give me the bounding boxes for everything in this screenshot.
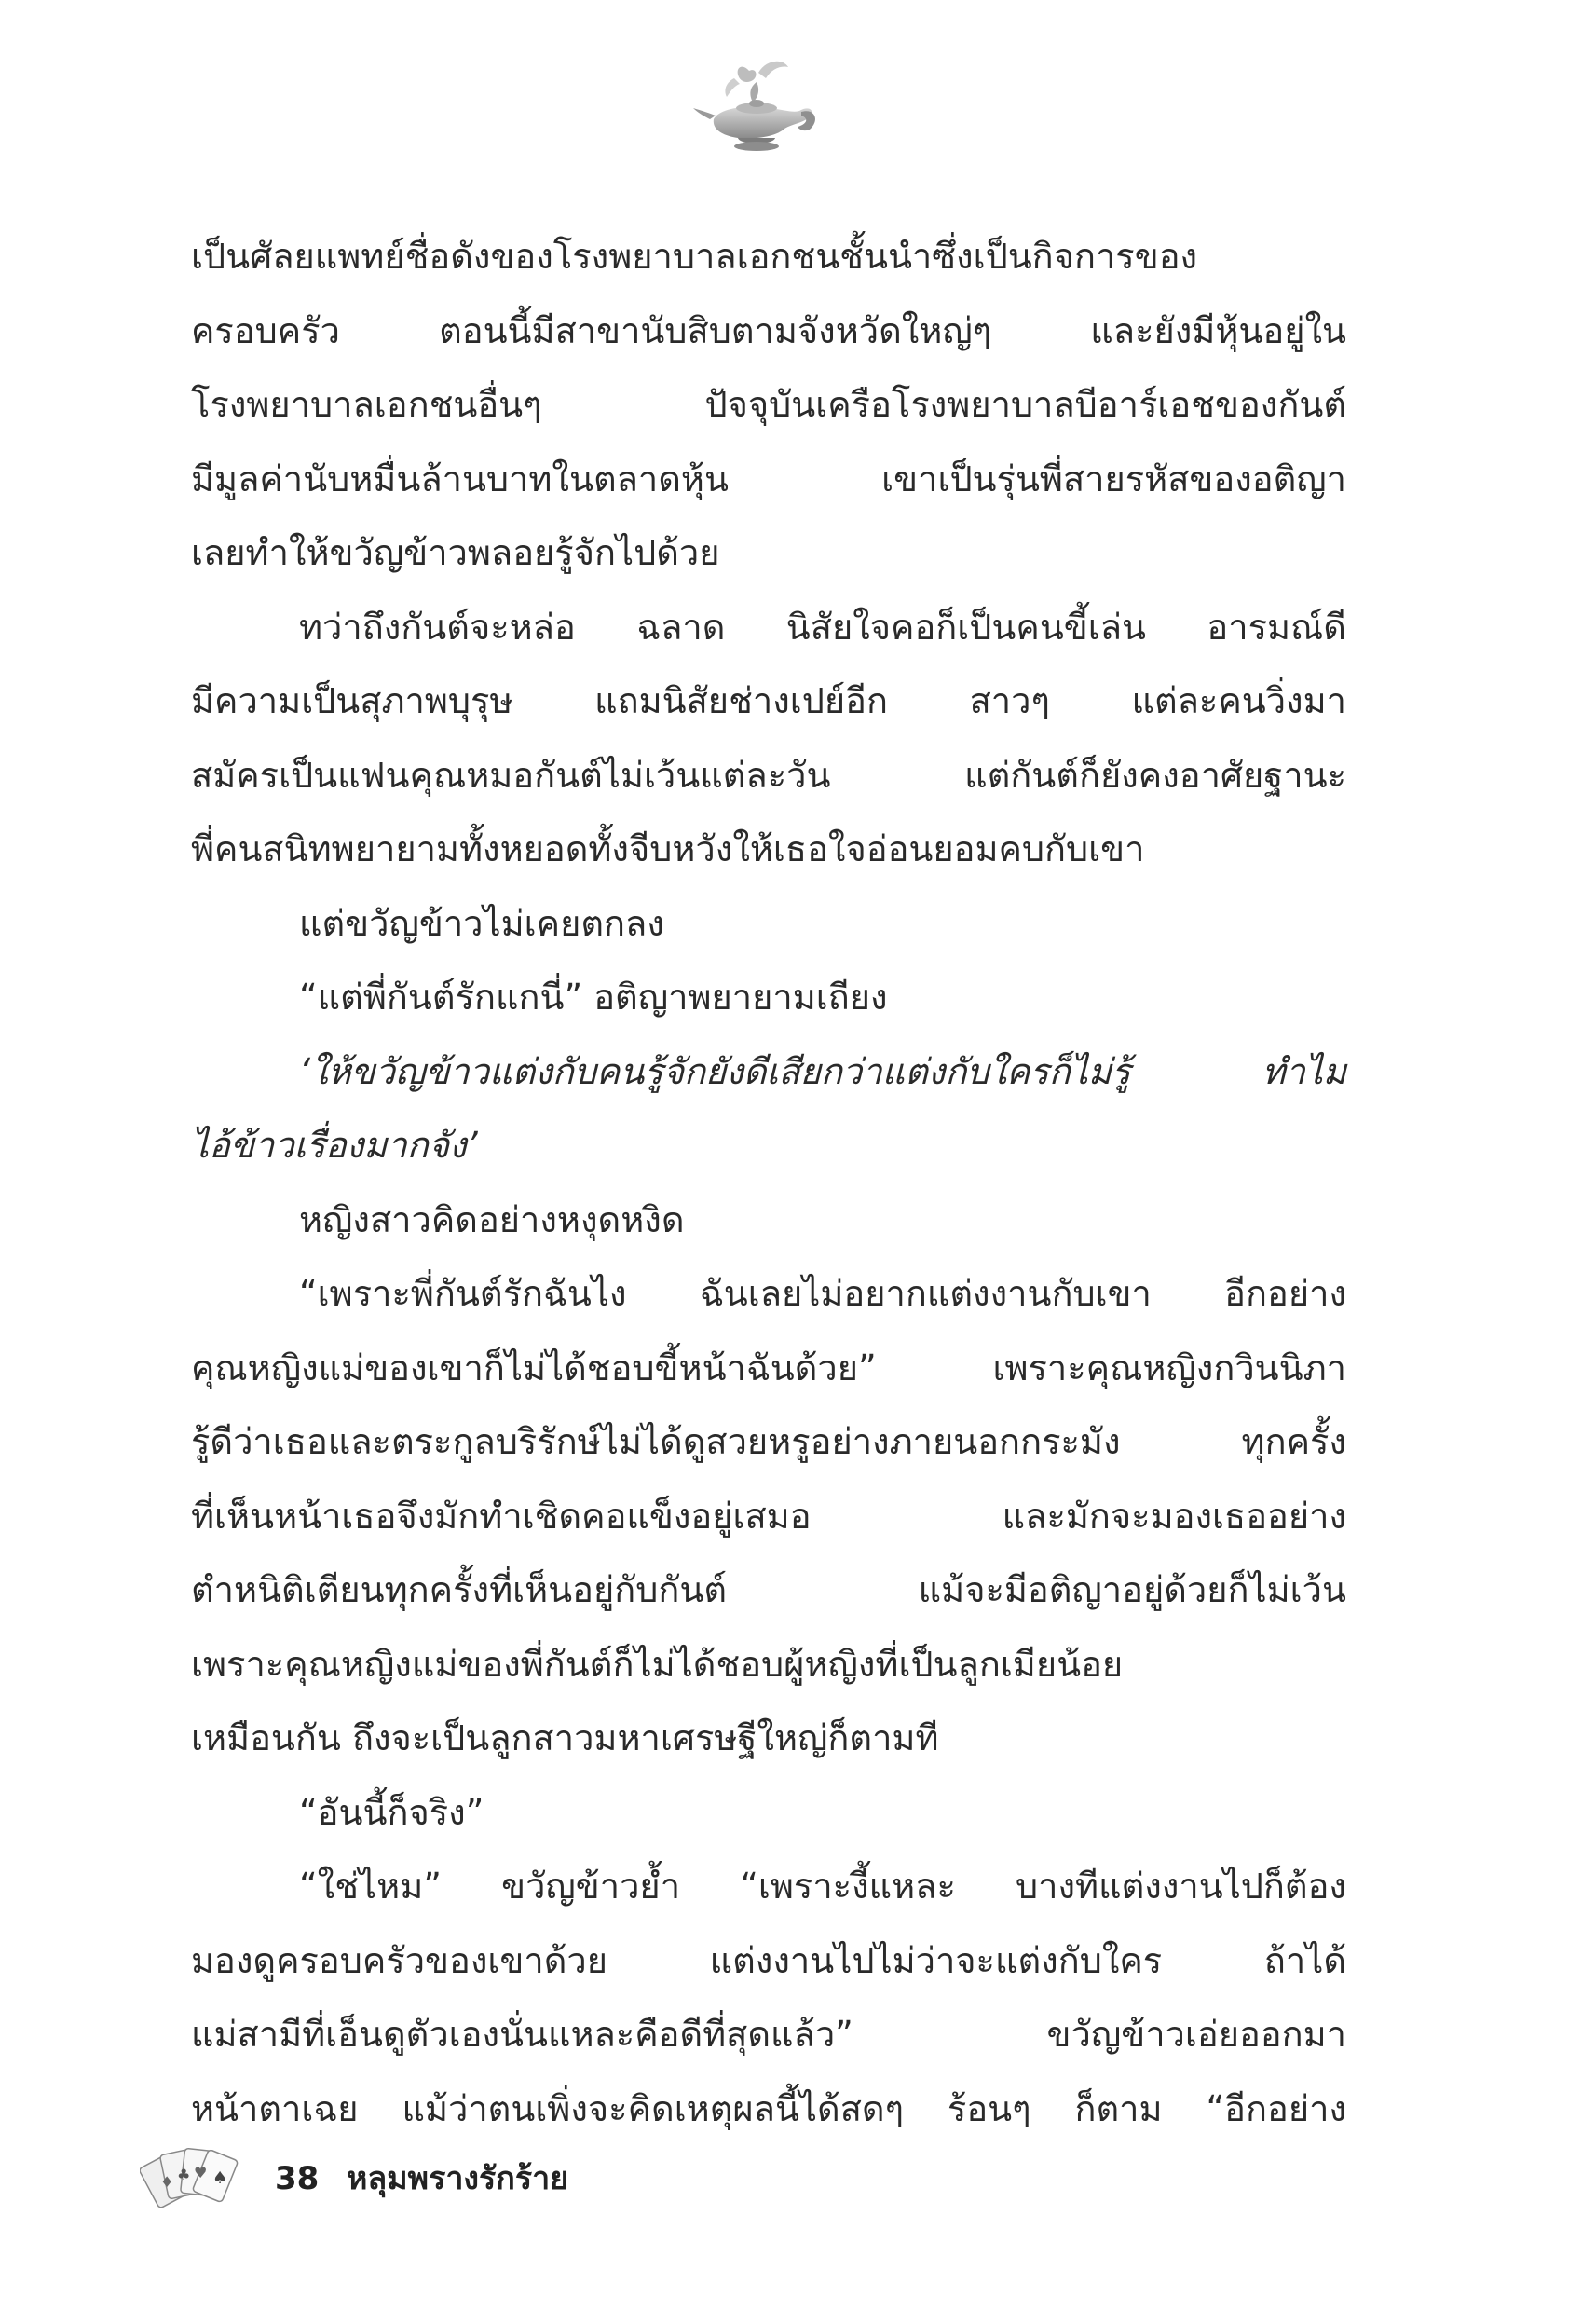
svg-text:♥: ♥ — [194, 2164, 208, 2181]
text-line: เพราะคุณหญิงแม่ของพี่กันต์ก็ไม่ได้ชอบผู้หญิงที่เป็นลูกเมียน้อย — [191, 1643, 1124, 1685]
text-line: ที่เห็นหน้าเธอจึงมักทำเชิดคอแข็งอยู่เสมอ และมักจะมองเธออย่าง — [191, 1495, 1346, 1537]
text-line: พี่คนสนิทพยายามทั้งหยอดทั้งจีบหวังให้เธอใจอ่อนยอมคบกับเขา — [191, 828, 1145, 869]
text-line: คุณหญิงแม่ของเขาก็ไม่ได้ชอบขี้หน้าฉันด้วย” เพราะคุณหญิงกวินนิภา — [191, 1347, 1346, 1388]
paragraph-start: หญิงสาวคิดอย่างหงุดหงิด — [299, 1198, 685, 1240]
text-line: มีความเป็นสุภาพบุรุษ แถมนิสัยช่างเปย์อีก สาวๆ แต่ละคนวิ่งมา — [191, 680, 1346, 721]
dialogue-line: “เพราะพี่กันต์รักฉันไง ฉันเลยไม่อยากแต่งงานกับเขา อีกอย่าง — [299, 1273, 1346, 1314]
page-number: 38 — [275, 2160, 320, 2197]
svg-text:♣: ♣ — [177, 2166, 191, 2183]
paragraph-start: แต่ขวัญข้าวไม่เคยตกลง — [299, 902, 664, 944]
text-line: หน้าตาเฉย แม้ว่าตนเพิ่งจะคิดเหตุผลนี้ได้สดๆ ร้อนๆ ก็ตาม “อีกอย่าง — [191, 2087, 1346, 2129]
dialogue-line: “แต่พี่กันต์รักแกนี่” อติญาพยายามเถียง — [299, 977, 888, 1018]
text-line: เป็นศัลยแพทย์ชื่อดังของโรงพยาบาลเอกชนชั้นนำซึ่งเป็นกิจการของ — [191, 236, 1198, 277]
paragraph-start: ทว่าถึงกันต์จะหล่อ ฉลาด นิสัยใจคอก็เป็นคนขี้เล่น อารมณ์ดี — [299, 606, 1346, 648]
dialogue-line: “อันนี้ก็จริง” — [299, 1791, 484, 1833]
text-line: เหมือนกัน ถึงจะเป็นลูกสาวมหาเศรษฐีใหญ่ก็ตามที — [191, 1717, 939, 1758]
text-line: แม่สามีที่เอ็นดูตัวเองนั่นแหละคือดีที่สุดแล้ว” ขวัญข้าวเอ่ยออกมา — [191, 2014, 1346, 2055]
text-line: มีมูลค่านับหมื่นล้านบาทในตลาดหุ้น เขาเป็นรุ่นพี่สายรหัสของอติญา — [191, 458, 1346, 499]
book-title: หลุมพรางรักร้าย — [347, 2160, 569, 2197]
body-text — [191, 220, 1346, 2146]
svg-text:♠: ♠ — [212, 2168, 228, 2188]
text-line: เลยทำให้ขวัญข้าวพลอยรู้จักไปด้วย — [191, 532, 720, 573]
text-line: โรงพยาบาลเอกชนอื่นๆ ปัจจุบันเครือโรงพยาบาลบีอาร์เอชของกันต์ — [191, 384, 1346, 425]
genie-lamp-icon — [691, 54, 822, 157]
thought-line: ‘ให้ขวัญข้าวแต่งกับคนรู้จักยังดีเสียกว่าแต่งกับใครก็ไม่รู้ ทำไม — [299, 1050, 1346, 1092]
text-line: ตำหนิติเตียนทุกครั้งที่เห็นอยู่กับกันต์ แม้จะมีอติญาอยู่ด้วยก็ไม่เว้น — [191, 1569, 1346, 1610]
dialogue-line: “ใช่ไหม” ขวัญข้าวย้ำ “เพราะงี้แหละ บางทีแต่งงานไปก็ต้อง — [299, 1866, 1346, 1907]
text-line: มองดูครอบครัวของเขาด้วย แต่งงานไปไม่ว่าจะแต่งกับใคร ถ้าได้ — [191, 1939, 1346, 1981]
svg-text:♦: ♦ — [160, 2173, 174, 2191]
text-line: รู้ดีว่าเธอและตระกูลบริรักษ์ไม่ได้ดูสวยหรูอย่างภายนอกกระมัง ทุกครั้ง — [191, 1421, 1346, 1462]
playing-cards-icon — [140, 2139, 242, 2219]
text-line: ครอบครัว ตอนนี้มีสาขานับสิบตามจังหวัดใหญ่ๆ และยังมีหุ้นอยู่ใน — [191, 309, 1346, 351]
page-footer — [140, 2139, 792, 2219]
thought-line: ไอ้ข้าวเรื่องมากจัง’ — [191, 1125, 478, 1166]
text-line: สมัครเป็นแฟนคุณหมอกันต์ไม่เว้นแต่ละวัน แต่กันต์ก็ยังคงอาศัยฐานะ — [191, 754, 1346, 796]
